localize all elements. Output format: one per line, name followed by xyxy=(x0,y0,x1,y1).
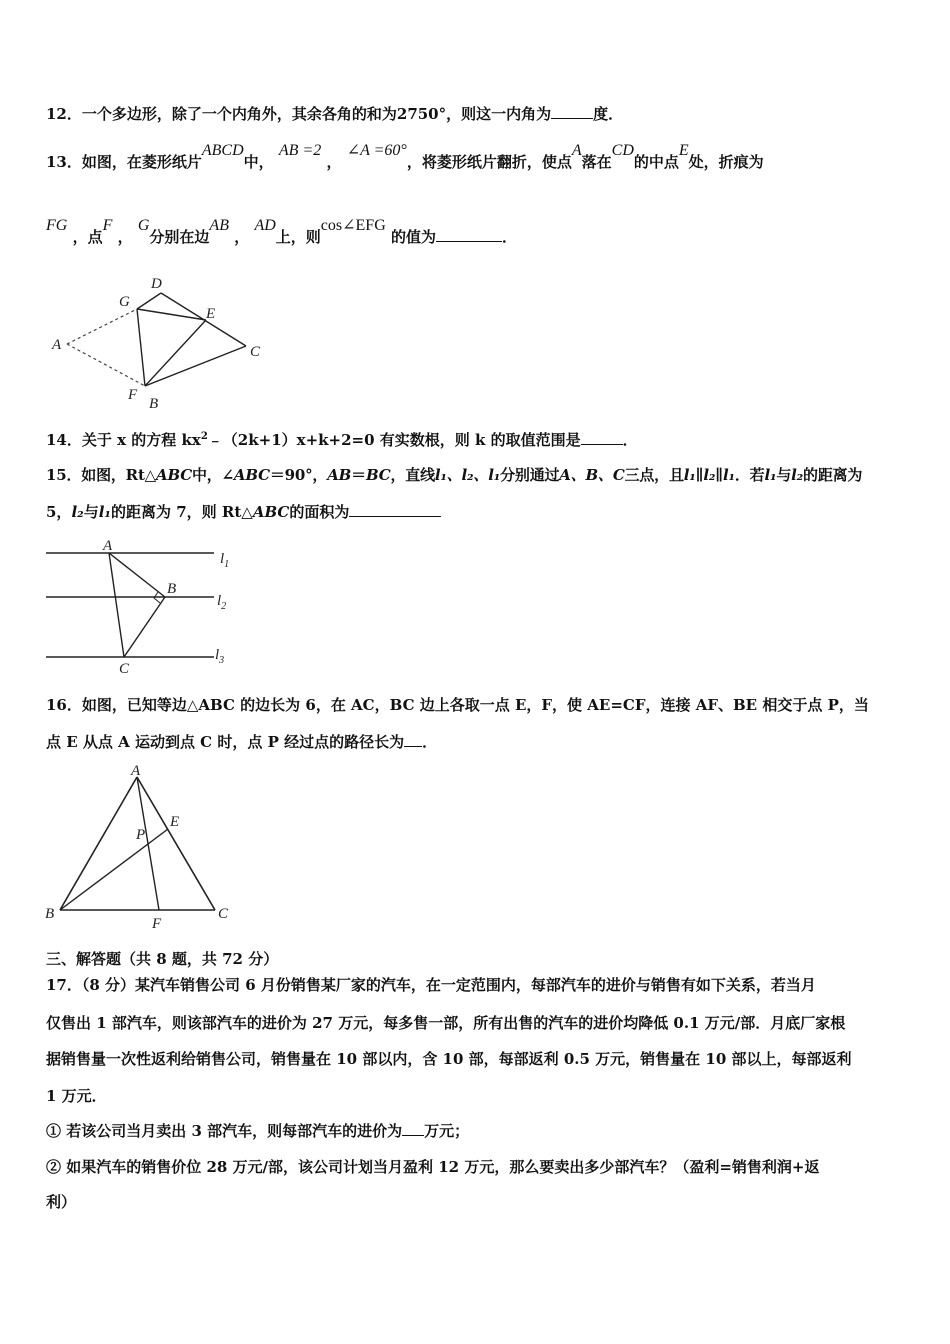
q15-line-1: 15．如图，Rt△ABC中，∠ABC＝90°，AB＝BC，直线l₁、l₂、l₁分别通过A、B、C三点，且l₁∥l₂∥l₁．若l₁与l₂的距离为 xyxy=(46,466,863,484)
label-b: B xyxy=(167,581,177,597)
label-d: D xyxy=(151,276,162,292)
q13-rhombus-figure xyxy=(40,268,280,418)
q17-line-4: 1 万元． xyxy=(46,1087,107,1105)
seg-af xyxy=(67,344,145,386)
seg-cb xyxy=(145,346,246,386)
q16-line-1: 16．如图，已知等边△ABC 的边长为 6，在 AC，BC 边上各取一点 E，F，使 AE=CF，连接 AF、BE 相交于点 P，当 xyxy=(46,696,869,714)
label-f: F xyxy=(128,387,138,403)
label-a: A xyxy=(131,763,141,779)
answer-blank xyxy=(581,430,623,445)
q17-part-1: ① 若该公司当月卖出 3 部汽车，则每部汽车的进价为 万元； xyxy=(46,1122,470,1140)
answer-blank xyxy=(404,732,422,747)
q17-part-2: ② 如果汽车的销售价位 28 万元/部，该公司计划当月盈利 12 万元，那么要卖出多少部汽车？（盈利=销售利润+返 xyxy=(46,1158,820,1176)
seg-gf xyxy=(137,309,145,386)
q17-line-2: 仅售出 1 部汽车，则该部汽车的进价为 27 万元，每多售一部，所有出售的汽车的进价均降低 0.1 万元/部．月底厂家根 xyxy=(46,1014,846,1032)
seg-bc xyxy=(124,597,165,657)
seg-ab xyxy=(109,553,165,597)
answer-blank xyxy=(402,1121,424,1136)
label-c: C xyxy=(218,906,229,922)
math-cos-efg: cos∠EFG xyxy=(320,217,386,234)
seg-gd xyxy=(137,293,161,309)
math-cd: CD xyxy=(611,142,634,159)
seg-ab xyxy=(60,777,137,910)
q17-part-2-cont: 利） xyxy=(46,1193,77,1211)
seg-ac xyxy=(109,553,124,657)
label-a: A xyxy=(52,337,62,353)
q17-line-1: 17．（8 分）某汽车销售公司 6 月份销售某厂家的汽车，在一定范围内，每部汽车的进价与销售有如下关系，若当月 xyxy=(46,976,816,994)
label-l3: $l_3$ xyxy=(215,647,225,666)
label-a: A xyxy=(103,538,113,554)
label-l2: $l_2$ xyxy=(217,593,227,612)
label-p: P xyxy=(136,827,146,843)
label-c: C xyxy=(250,344,261,360)
q14-line: 14．关于 x 的方程 $kx^2﹣(2k+1)x+k+2=0$ 有实数根，则 k 的取值范围是 ． xyxy=(46,431,638,449)
q16-line-2: 点 E 从点 A 运动到点 C 时，点 P 经过点的路径长为 ． xyxy=(46,733,438,751)
label-b: B xyxy=(45,906,55,922)
q15-line-2: 5，l₂与l₁的距离为 7，则 Rt△ABC的面积为 xyxy=(46,501,441,522)
label-b: B xyxy=(149,396,159,412)
math-g: G xyxy=(137,217,150,234)
math-e: E xyxy=(678,142,689,159)
answer-blank xyxy=(436,227,502,242)
math-ab: AB xyxy=(209,217,229,234)
math-abcd: ABCD xyxy=(201,142,244,159)
answer-blank xyxy=(551,104,593,119)
label-g: G xyxy=(119,294,130,310)
math-a: A xyxy=(571,142,582,159)
label-f: F xyxy=(152,916,162,932)
q13-line-1: 13．如图，在菱形纸片ABCD中， AB =2 ， ∠A =60°，将菱形纸片翻折，使点A落在CD的中点E处，折痕为 xyxy=(46,142,764,171)
q12-line: 12．一个多边形，除了一个内角外，其余各角的和为2750°，则这一内角为 度． xyxy=(46,105,624,123)
answer-blank xyxy=(349,502,441,517)
label-e: E xyxy=(170,814,180,830)
math-fg: FG xyxy=(46,217,68,234)
label-l1: $l_1$ xyxy=(220,551,230,570)
section-3-heading: 三、解答题（共 8 题，共 72 分） xyxy=(46,950,279,968)
q16-triangle-figure xyxy=(40,762,240,932)
label-e: E xyxy=(206,306,216,322)
seg-ag xyxy=(67,309,137,344)
seg-ef xyxy=(145,320,206,386)
label-c: C xyxy=(119,661,130,675)
math-f: F xyxy=(102,217,113,234)
q15-parallel-lines-figure xyxy=(40,535,260,675)
q13-line-2: FG ，点F ， G分别在边AB ， AD上，则cos∠EFG 的值为 ． xyxy=(46,217,518,246)
math-ad: AD xyxy=(254,217,276,234)
math-ab-eq-2: AB =2 xyxy=(278,142,322,159)
math-angle-a: ∠A =60° xyxy=(346,142,407,159)
q17-line-3: 据销售量一次性返利给销售公司，销售量在 10 部以内，含 10 部，每部返利 0.5 万元，销售量在 10 部以上，每部返利 xyxy=(46,1050,852,1068)
